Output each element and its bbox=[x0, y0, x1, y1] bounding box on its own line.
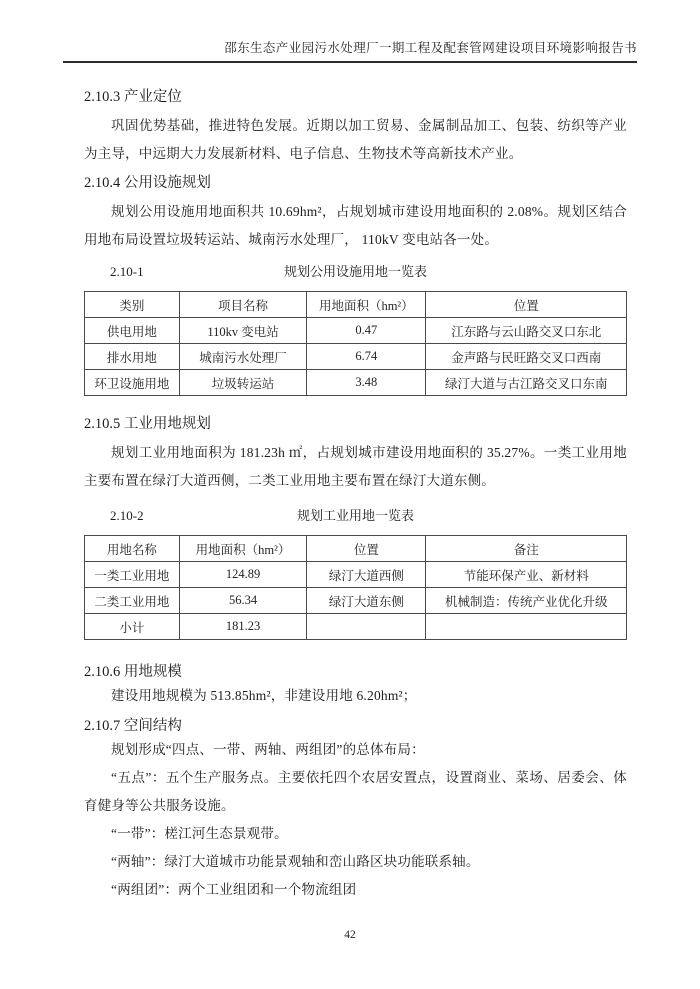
table-row bbox=[85, 614, 627, 640]
table-cell: 城南污水处理厂 bbox=[179, 344, 306, 370]
paragraph-five-points: “五点”：五个生产服务点。主要依托四个农居安置点，设置商业、菜场、居委会、体育健身等公共服务设施。 bbox=[84, 770, 627, 813]
table-cell: 56.34 bbox=[179, 588, 306, 614]
table2-caption-title: 规划工业用地一览表 bbox=[296, 508, 414, 523]
table-row bbox=[85, 562, 627, 588]
paragraph-one-belt: “一带”：槎江河生态景观带。 bbox=[111, 826, 288, 841]
table-header-cell: 备注 bbox=[426, 536, 627, 562]
table-row bbox=[85, 344, 627, 370]
page-content bbox=[84, 87, 627, 904]
table-cell: 124.89 bbox=[179, 562, 306, 588]
table-cell: 3.48 bbox=[307, 370, 426, 396]
report-title: 邵东生态产业园污水处理厂一期工程及配套管网建设项目环境影响报告书 bbox=[224, 41, 637, 55]
paragraph-two-clusters: “两组团”：两个工业组团和一个物流组团 bbox=[111, 882, 357, 897]
table-cell: 绿汀大道西侧 bbox=[307, 562, 426, 588]
table-header-cell: 项目名称 bbox=[179, 292, 306, 318]
table-cell: 绿汀大道东侧 bbox=[307, 588, 426, 614]
table-cell: 排水用地 bbox=[85, 344, 180, 370]
paragraph-industrial-land: 规划工业用地面积为 181.23h ㎡，占规划城市建设用地面积的 35.27%。一类工业用地主要布置在绿汀大道西侧，二类工业用地主要布置在绿汀大道东侧。 bbox=[84, 445, 627, 488]
table-cell: 0.47 bbox=[307, 318, 426, 344]
industrial-land-table bbox=[84, 535, 627, 640]
table-cell: 环卫设施用地 bbox=[85, 370, 180, 396]
table1-caption bbox=[84, 259, 627, 285]
table-header-cell: 用地面积（hm²） bbox=[179, 536, 306, 562]
section-heading-2-10-7: 2.10.7 空间结构 bbox=[84, 718, 182, 734]
table-header-cell: 用地面积（hm²） bbox=[307, 292, 426, 318]
table-cell: 供电用地 bbox=[85, 318, 180, 344]
table1-caption-title: 规划公用设施用地一览表 bbox=[283, 264, 427, 279]
section-heading-2-10-5: 2.10.5 工业用地规划 bbox=[84, 416, 211, 432]
table-cell: 垃圾转运站 bbox=[179, 370, 306, 396]
table-cell: 181.23 bbox=[179, 614, 306, 640]
table-cell: 节能环保产业、新材料 bbox=[426, 562, 627, 588]
table1-body bbox=[85, 318, 627, 396]
table-header-cell: 类别 bbox=[85, 292, 180, 318]
table-cell bbox=[426, 614, 627, 640]
table-header-row bbox=[85, 292, 627, 318]
table-header-cell: 位置 bbox=[426, 292, 627, 318]
section-heading-2-10-4: 2.10.4 公用设施规划 bbox=[84, 175, 211, 191]
table-cell: 绿汀大道与古江路交叉口东南 bbox=[426, 370, 627, 396]
table-cell: 机械制造：传统产业优化升级 bbox=[426, 588, 627, 614]
paragraph-land-scale: 建设用地规模为 513.85hm²，非建设用地 6.20hm²； bbox=[111, 688, 417, 703]
section-heading-2-10-6: 2.10.6 用地规模 bbox=[84, 664, 182, 680]
table-cell: 6.74 bbox=[307, 344, 426, 370]
table2-caption bbox=[84, 503, 627, 529]
paragraph-industry-positioning: 巩固优势基础，推进特色发展。近期以加工贸易、金属制品加工、包装、纺织等产业为主导，中远期大力发展新材料、电子信息、生物技术等高新技术产业。 bbox=[84, 118, 627, 161]
table-row bbox=[85, 318, 627, 344]
table-header-row bbox=[85, 536, 627, 562]
table-cell bbox=[307, 614, 426, 640]
table-cell: 一类工业用地 bbox=[85, 562, 180, 588]
table-cell: 110kv 变电站 bbox=[179, 318, 306, 344]
table-row bbox=[85, 588, 627, 614]
page-header bbox=[63, 0, 637, 63]
section-heading-2-10-3: 2.10.3 产业定位 bbox=[84, 89, 182, 105]
table-header-cell: 用地名称 bbox=[85, 536, 180, 562]
table-header-cell: 位置 bbox=[307, 536, 426, 562]
paragraph-public-facilities: 规划公用设施用地面积共 10.69hm²，占规划城市建设用地面积的 2.08%。规划区结合用地布局设置垃圾转运站、城南污水处理厂， 110kV 变电站各一处。 bbox=[84, 204, 627, 247]
table-row bbox=[85, 370, 627, 396]
page-footer bbox=[0, 929, 700, 941]
table2-body bbox=[85, 562, 627, 640]
table-cell: 二类工业用地 bbox=[85, 588, 180, 614]
table2-caption-label: 2.10-2 bbox=[110, 508, 144, 523]
public-facilities-table bbox=[84, 291, 627, 396]
paragraph-two-axes: “两轴”：绿汀大道城市功能景观轴和峦山路区块功能联系轴。 bbox=[111, 854, 480, 869]
table-cell: 金声路与民旺路交叉口西南 bbox=[426, 344, 627, 370]
page-number: 42 bbox=[344, 929, 356, 941]
table1-caption-label: 2.10-1 bbox=[110, 264, 144, 279]
paragraph-spatial-structure-intro: 规划形成“四点、一带、两轴、两组团”的总体布局： bbox=[111, 742, 425, 757]
table-cell: 小计 bbox=[85, 614, 180, 640]
table-cell: 江东路与云山路交叉口东北 bbox=[426, 318, 627, 344]
